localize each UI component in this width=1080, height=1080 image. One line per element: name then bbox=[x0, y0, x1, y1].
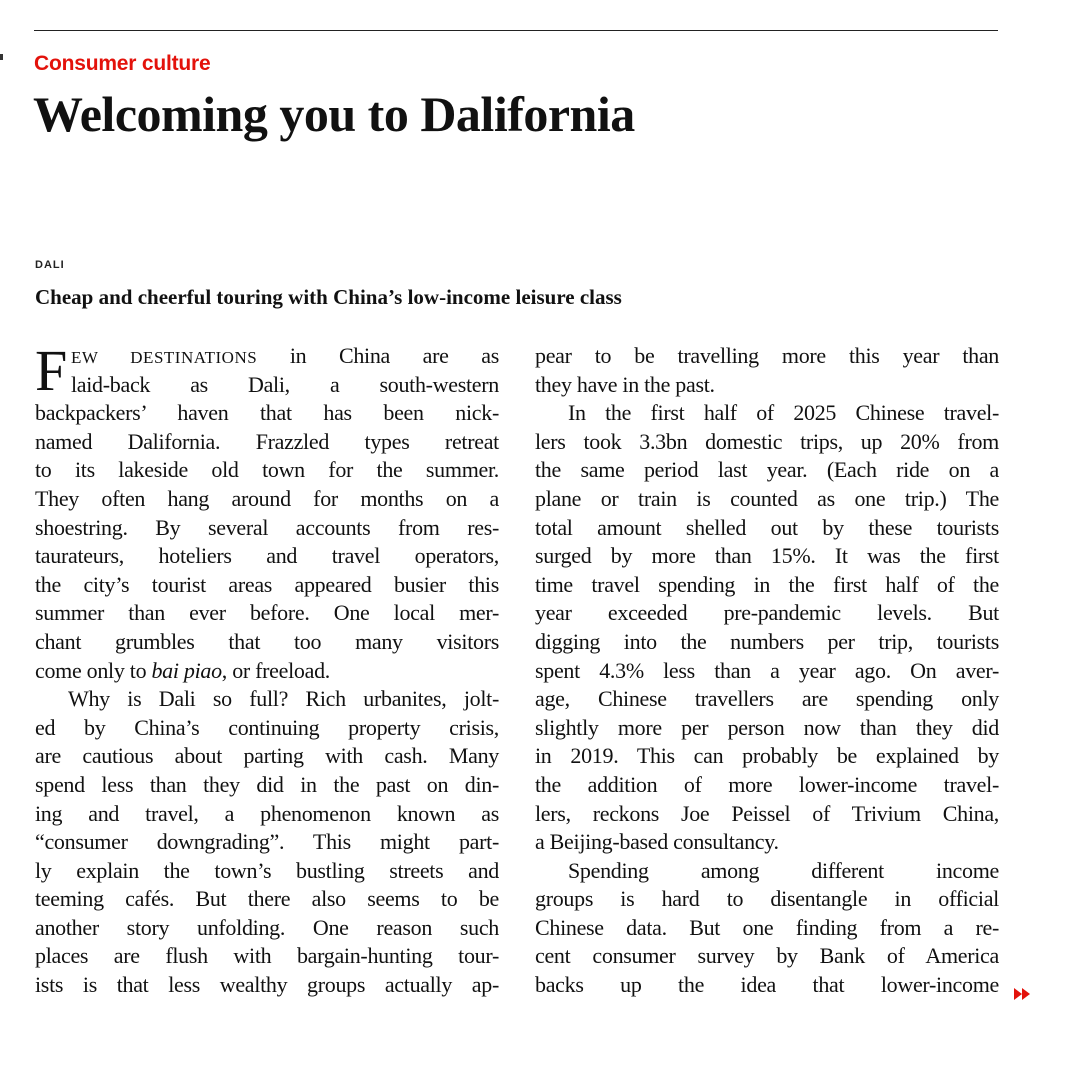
article-column-left bbox=[35, 338, 499, 1000]
text-line: total amount shelled out by these tourists bbox=[535, 514, 999, 540]
text-line bbox=[35, 342, 499, 371]
text-line: spent 4.3% less than a year ago. On aver- bbox=[535, 657, 999, 683]
text-line: “consumer downgrading”. This might part- bbox=[35, 829, 499, 855]
text-line: laid-back as Dali, a south-western bbox=[70, 371, 499, 397]
rubric: Cheap and cheerful touring with China’s low-income leisure class bbox=[35, 285, 622, 309]
text-line: ing and travel, a phenomenon known as bbox=[35, 800, 499, 826]
section-label[interactable]: Consumer culture bbox=[34, 52, 211, 75]
text-fragment: in China are as bbox=[257, 343, 499, 368]
paragraph-2-lines bbox=[35, 685, 499, 1000]
text-line: chant grumbles that too many visitors bbox=[35, 628, 499, 654]
text-line: they have in the past. bbox=[535, 371, 715, 397]
text-line: Chinese data. But one finding from a re- bbox=[535, 914, 999, 940]
text-line: the addition of more lower-income travel- bbox=[535, 771, 999, 797]
text-fragment: come only to bbox=[35, 657, 152, 683]
text-line: are cautious about parting with cash. Many bbox=[35, 743, 499, 769]
continue-arrow-icon[interactable] bbox=[1012, 984, 1032, 1004]
italic-term: bai piao bbox=[151, 657, 222, 683]
text-line: spend less than they did in the past on din- bbox=[35, 771, 499, 797]
text-line: shoestring. By several accounts from res- bbox=[35, 514, 499, 540]
headline: Welcoming you to Dalifornia bbox=[33, 86, 635, 142]
text-line: plane or train is counted as one trip.) The bbox=[535, 485, 999, 511]
text-line: named Dalifornia. Frazzled types retreat bbox=[35, 428, 499, 454]
text-line bbox=[35, 657, 499, 686]
article-column-right bbox=[535, 342, 999, 1000]
text-line: taurateurs, hoteliers and travel operators, bbox=[35, 543, 499, 569]
text-line: ists is that less wealthy groups actually ap- bbox=[35, 972, 499, 998]
text-line: the city’s tourist areas appeared busier this bbox=[35, 571, 499, 597]
text-line: the same period last year. (Each ride on a bbox=[535, 457, 999, 483]
text-line: to its lakeside old town for the summer. bbox=[35, 457, 499, 483]
text-fragment: , or freeload. bbox=[221, 657, 330, 683]
text-line: Spending among different income bbox=[568, 857, 999, 883]
text-line: cent consumer survey by Bank of America bbox=[535, 943, 999, 969]
text-line: lers took 3.3bn domestic trips, up 20% from bbox=[535, 428, 999, 454]
text-line: groups is hard to disentangle in official bbox=[535, 886, 999, 912]
text-line: teeming cafés. But there also seems to be bbox=[35, 886, 499, 912]
text-line: surged by more than 15%. It was the first bbox=[535, 543, 999, 569]
top-rule bbox=[34, 30, 998, 31]
text-line: another story unfolding. One reason such bbox=[35, 914, 499, 940]
text-line: a Beijing-based consultancy. bbox=[535, 829, 779, 855]
text-line: Why is Dali so full? Rich urbanites, jolt- bbox=[68, 686, 499, 712]
text-line: lers, reckons Joe Peissel of Trivium China, bbox=[535, 800, 999, 826]
text-line: time travel spending in the first half of the bbox=[535, 571, 999, 597]
text-line: backs up the idea that lower-income bbox=[535, 972, 999, 998]
text-line: year exceeded pre-pandemic levels. But bbox=[535, 600, 999, 626]
text-line: In the first half of 2025 Chinese travel- bbox=[568, 400, 999, 426]
small-caps-lead: EW DESTINATIONS bbox=[70, 348, 258, 367]
text-line: backpackers’ haven that has been nick- bbox=[35, 400, 499, 426]
paragraph-1-lines bbox=[35, 399, 499, 656]
text-line: slightly more per person now than they did bbox=[535, 714, 999, 740]
text-line: pear to be travelling more this year than bbox=[535, 343, 999, 368]
text-line: places are flush with bargain-hunting tour- bbox=[35, 943, 499, 969]
opening-lines bbox=[35, 338, 499, 403]
text-line: They often hang around for months on a bbox=[35, 485, 499, 511]
text-line: summer than ever before. One local mer- bbox=[35, 600, 499, 626]
paragraph-4-lines bbox=[535, 857, 999, 1000]
text-line: in 2019. This can probably be explained by bbox=[535, 743, 999, 769]
text-line: ly explain the town’s bustling streets and bbox=[35, 857, 499, 883]
dateline: DALI bbox=[35, 259, 65, 271]
drop-cap: F bbox=[35, 338, 67, 403]
paragraph-tail-lines bbox=[535, 342, 999, 399]
text-line: ed by China’s continuing property crisis, bbox=[35, 714, 499, 740]
paragraph-3-lines bbox=[535, 399, 999, 857]
margin-mark bbox=[0, 54, 3, 60]
text-line: age, Chinese travellers are spending only bbox=[535, 686, 999, 712]
text-line: digging into the numbers per trip, tourists bbox=[535, 628, 999, 654]
